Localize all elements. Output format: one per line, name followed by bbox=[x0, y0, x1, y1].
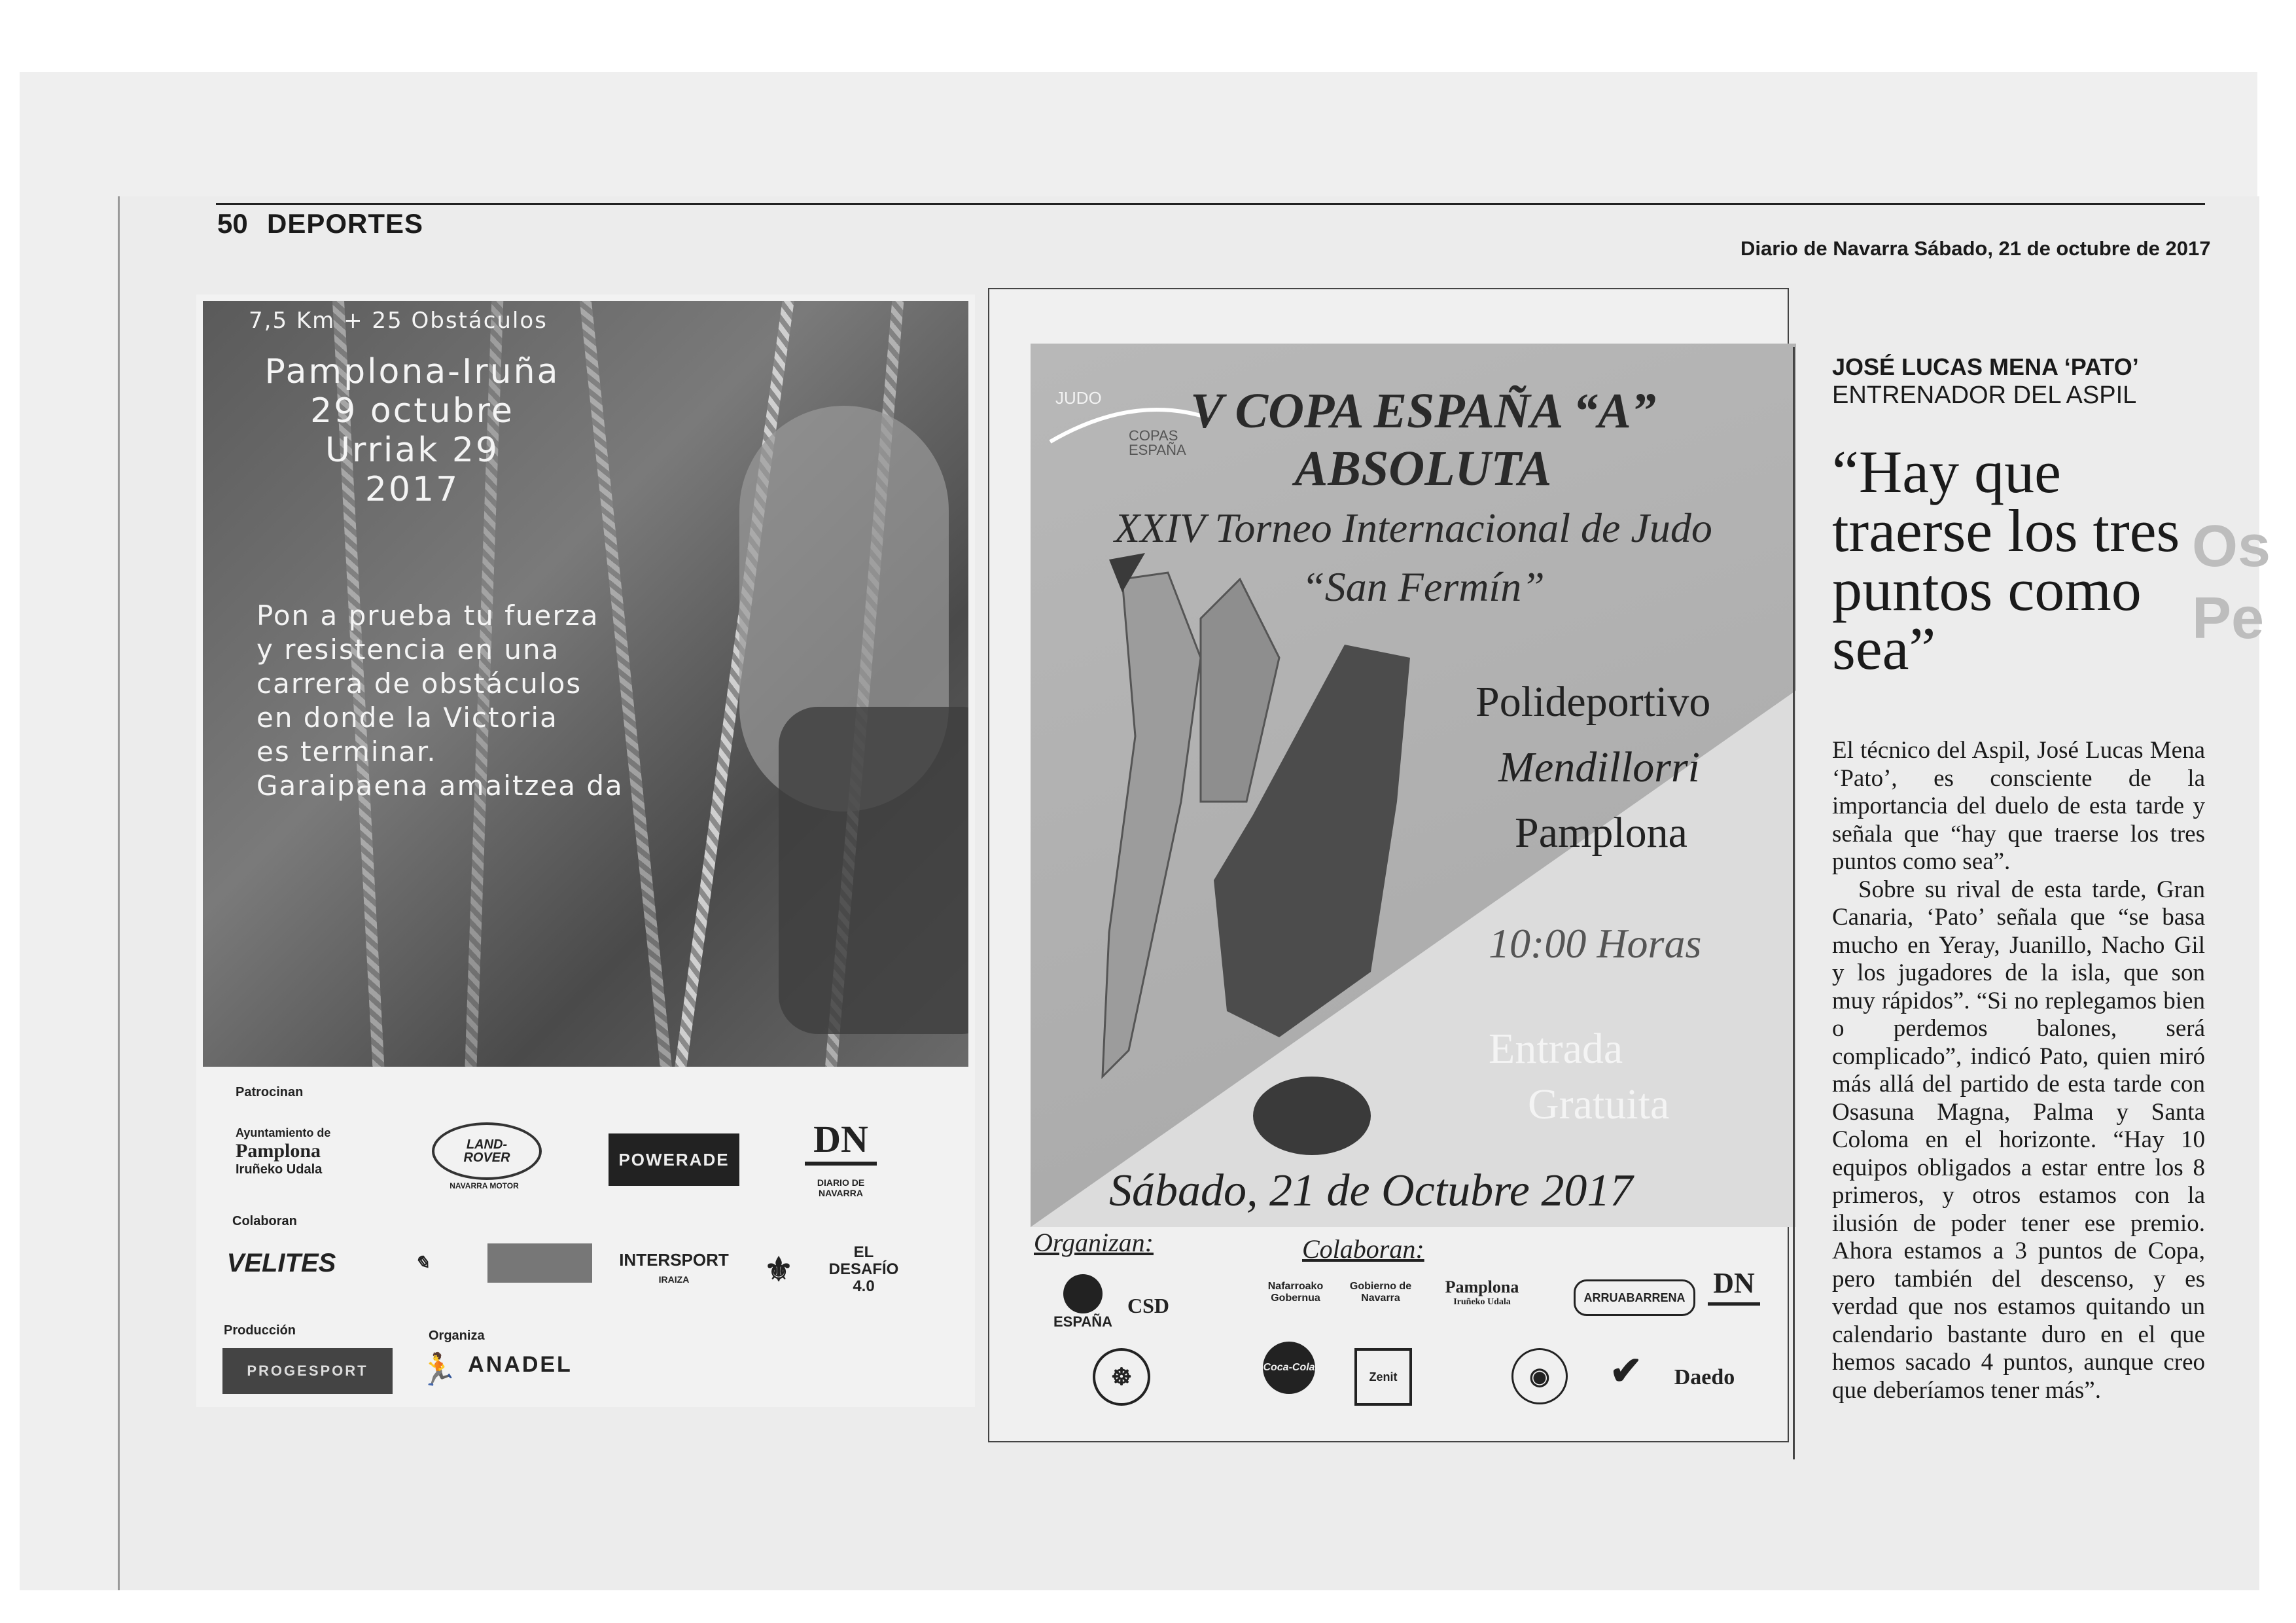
label-produccion: Producción bbox=[224, 1323, 296, 1338]
federation-crest-icon: ☸ bbox=[1093, 1348, 1150, 1406]
collaborator-logo-dark bbox=[487, 1243, 592, 1283]
cathedral-hotel-logo: ⚜ bbox=[764, 1251, 794, 1288]
land-rover-sub: NAVARRA MOTOR bbox=[450, 1181, 519, 1190]
race-body-line: Pon a prueba tu fuerza bbox=[256, 599, 599, 632]
race-body bbox=[256, 599, 624, 803]
judo-title-2: ABSOLUTA bbox=[1294, 441, 1552, 496]
race-body-line: y resistencia en una bbox=[256, 633, 560, 666]
land-rover-logo bbox=[432, 1122, 542, 1180]
entry-1: Entrada bbox=[1489, 1025, 1623, 1073]
venue-3: Pamplona bbox=[1515, 809, 1687, 857]
race-body-line: carrera de obstáculos bbox=[256, 668, 582, 700]
article-body bbox=[1832, 737, 2205, 1404]
zenit-logo: Zenit bbox=[1354, 1348, 1412, 1406]
race-body-line: Garaipaena amaitzea da bbox=[256, 770, 624, 802]
venue-2: Mendillorri bbox=[1498, 743, 1700, 791]
byline-name: JOSÉ LUCAS MENA ‘PATO’ bbox=[1832, 353, 2139, 380]
globe-icon: ◉ bbox=[1511, 1348, 1568, 1404]
logo-text: LAND- bbox=[466, 1137, 508, 1152]
powerade-logo: POWERADE bbox=[609, 1133, 739, 1186]
logo-text: Ayuntamiento de bbox=[236, 1126, 331, 1139]
column-divider bbox=[1793, 347, 1795, 1459]
page-number: 50 bbox=[217, 208, 248, 239]
zoo-logo: ✎ bbox=[414, 1253, 430, 1274]
logo-text: Iruñeko Udala bbox=[236, 1162, 323, 1177]
desafio-logo: EL DESAFÍO 4.0 bbox=[828, 1243, 899, 1295]
gobierno-navarra-logo: Gobierno de Navarra bbox=[1349, 1281, 1412, 1304]
pamplona-logo bbox=[1439, 1266, 1525, 1319]
event-time: 10:00 Horas bbox=[1489, 920, 1702, 967]
race-date-es: 29 octubre bbox=[310, 391, 514, 431]
article-paragraph: El técnico del Aspil, José Lucas Mena ‘Pato’, es consciente de la importancia del duelo de esta tarde y señala que “hay que traerse los tres puntos como sea”. bbox=[1832, 737, 2205, 875]
entry-2: Gratuita bbox=[1528, 1080, 1670, 1128]
logo-text: Iruñeko Udala bbox=[1453, 1297, 1511, 1307]
dn-sub: DIARIO DE NAVARRA bbox=[817, 1177, 865, 1198]
venue-1: Polideportivo bbox=[1475, 678, 1711, 726]
checkmark-logo-icon: ✔ bbox=[1609, 1349, 1643, 1393]
judo-subtitle: XXIV Torneo Internacional de Judo bbox=[1114, 505, 1712, 551]
judo-event-name: “San Fermín” bbox=[1301, 563, 1545, 610]
race-city: Pamplona-Iruña bbox=[264, 352, 560, 391]
runner-icon: 🏃 bbox=[419, 1352, 458, 1387]
byline-role: ENTRENADOR DEL ASPIL bbox=[1832, 382, 2137, 409]
race-date-eu: Urriak 29 bbox=[325, 431, 500, 470]
race-advertisement bbox=[196, 294, 975, 1407]
label-colaboran: Colaboran bbox=[232, 1214, 297, 1228]
race-year: 2017 bbox=[364, 470, 460, 509]
dn-judo-logo: DN bbox=[1708, 1263, 1760, 1306]
judo-tag: JUDO bbox=[1055, 388, 1102, 408]
masthead: Diario de Navarra Sábado, 21 de octubre de 2017 bbox=[1740, 237, 2211, 260]
logo-text: ROVER bbox=[463, 1150, 510, 1165]
espana-ball-icon bbox=[1063, 1274, 1103, 1313]
section-title: DEPORTES bbox=[267, 208, 424, 239]
judo-advertisement bbox=[1031, 344, 1796, 1227]
race-distance: 7,5 Km + 25 Obstáculos bbox=[249, 308, 548, 334]
dn-logo: DN bbox=[805, 1116, 877, 1166]
race-body-line: es terminar. bbox=[256, 736, 437, 768]
label-organiza: Organiza bbox=[429, 1329, 485, 1343]
athlete-figure bbox=[779, 707, 968, 1034]
label-colaboran-judo: Colaboran: bbox=[1302, 1234, 1424, 1264]
interview-article bbox=[1832, 353, 2205, 1404]
race-body-line: en donde la Victoria bbox=[256, 702, 558, 734]
judo-title-1: V COPA ESPAÑA “A” bbox=[1190, 383, 1656, 438]
ayuntamiento-pamplona-logo bbox=[236, 1113, 353, 1191]
logo-text: Pamplona bbox=[1445, 1277, 1519, 1296]
label-patrocinan: Patrocinan bbox=[236, 1085, 304, 1099]
neighbor-page-headline-bleed: Os Pe bbox=[2192, 514, 2271, 651]
logo-text: Pamplona bbox=[236, 1140, 321, 1162]
label-organizan: Organizan: bbox=[1034, 1228, 1154, 1257]
logo-text: ESPAÑA bbox=[1053, 1313, 1113, 1330]
nafarroa-logo: Nafarroako Gobernua bbox=[1267, 1281, 1324, 1304]
anadel-logo: ANADEL bbox=[468, 1351, 573, 1377]
headline-quote: “Hay que traerse los tres puntos como sea” bbox=[1832, 438, 2180, 682]
copas-tag: COPAS ESPAÑA bbox=[1129, 427, 1186, 458]
cocacola-logo: Coca-Cola bbox=[1263, 1342, 1315, 1394]
header-rule bbox=[216, 203, 2205, 205]
csd-logo: CSD bbox=[1127, 1293, 1169, 1317]
event-date: Sábado, 21 de Octubre 2017 bbox=[1109, 1166, 1633, 1216]
article-paragraph: Sobre su rival de esta tarde, Gran Canaria, ‘Pato’ señala que “se basa mucho en Yeray, Juanillo, Nacho Gil y los jugadores de la isla, que son muy rápidos”. “Si no replegamos bien o perdemos balones, será complicado”, indicó Pato, quien miró más allá del partido de esta tarde con Osasuna Magna, Palma y Santa Coloma en el horizonte. “Hay 10 equipos obligados a estar entre los 8 primeros, y otros estamos con la ilusión de poder tener ese premio. Ahora estamos a 3 puntos de Copa, pero también del descenso, y es verdad que nos estamos quitando un calendario bastante duro en el que hemos sacado 4 puntos, aunque creo que deberíamos tener más”. bbox=[1832, 876, 2205, 1404]
intersport-logo: INTERSPORT bbox=[619, 1249, 729, 1270]
arruabarrena-logo: ARRUABARRENA bbox=[1574, 1279, 1695, 1316]
velites-logo: VELITES bbox=[226, 1248, 336, 1277]
progesport-logo: PROGESPORT bbox=[222, 1348, 393, 1394]
daedo-logo: Daedo bbox=[1674, 1365, 1735, 1389]
intersport-sub: IRAIZA bbox=[658, 1274, 690, 1285]
